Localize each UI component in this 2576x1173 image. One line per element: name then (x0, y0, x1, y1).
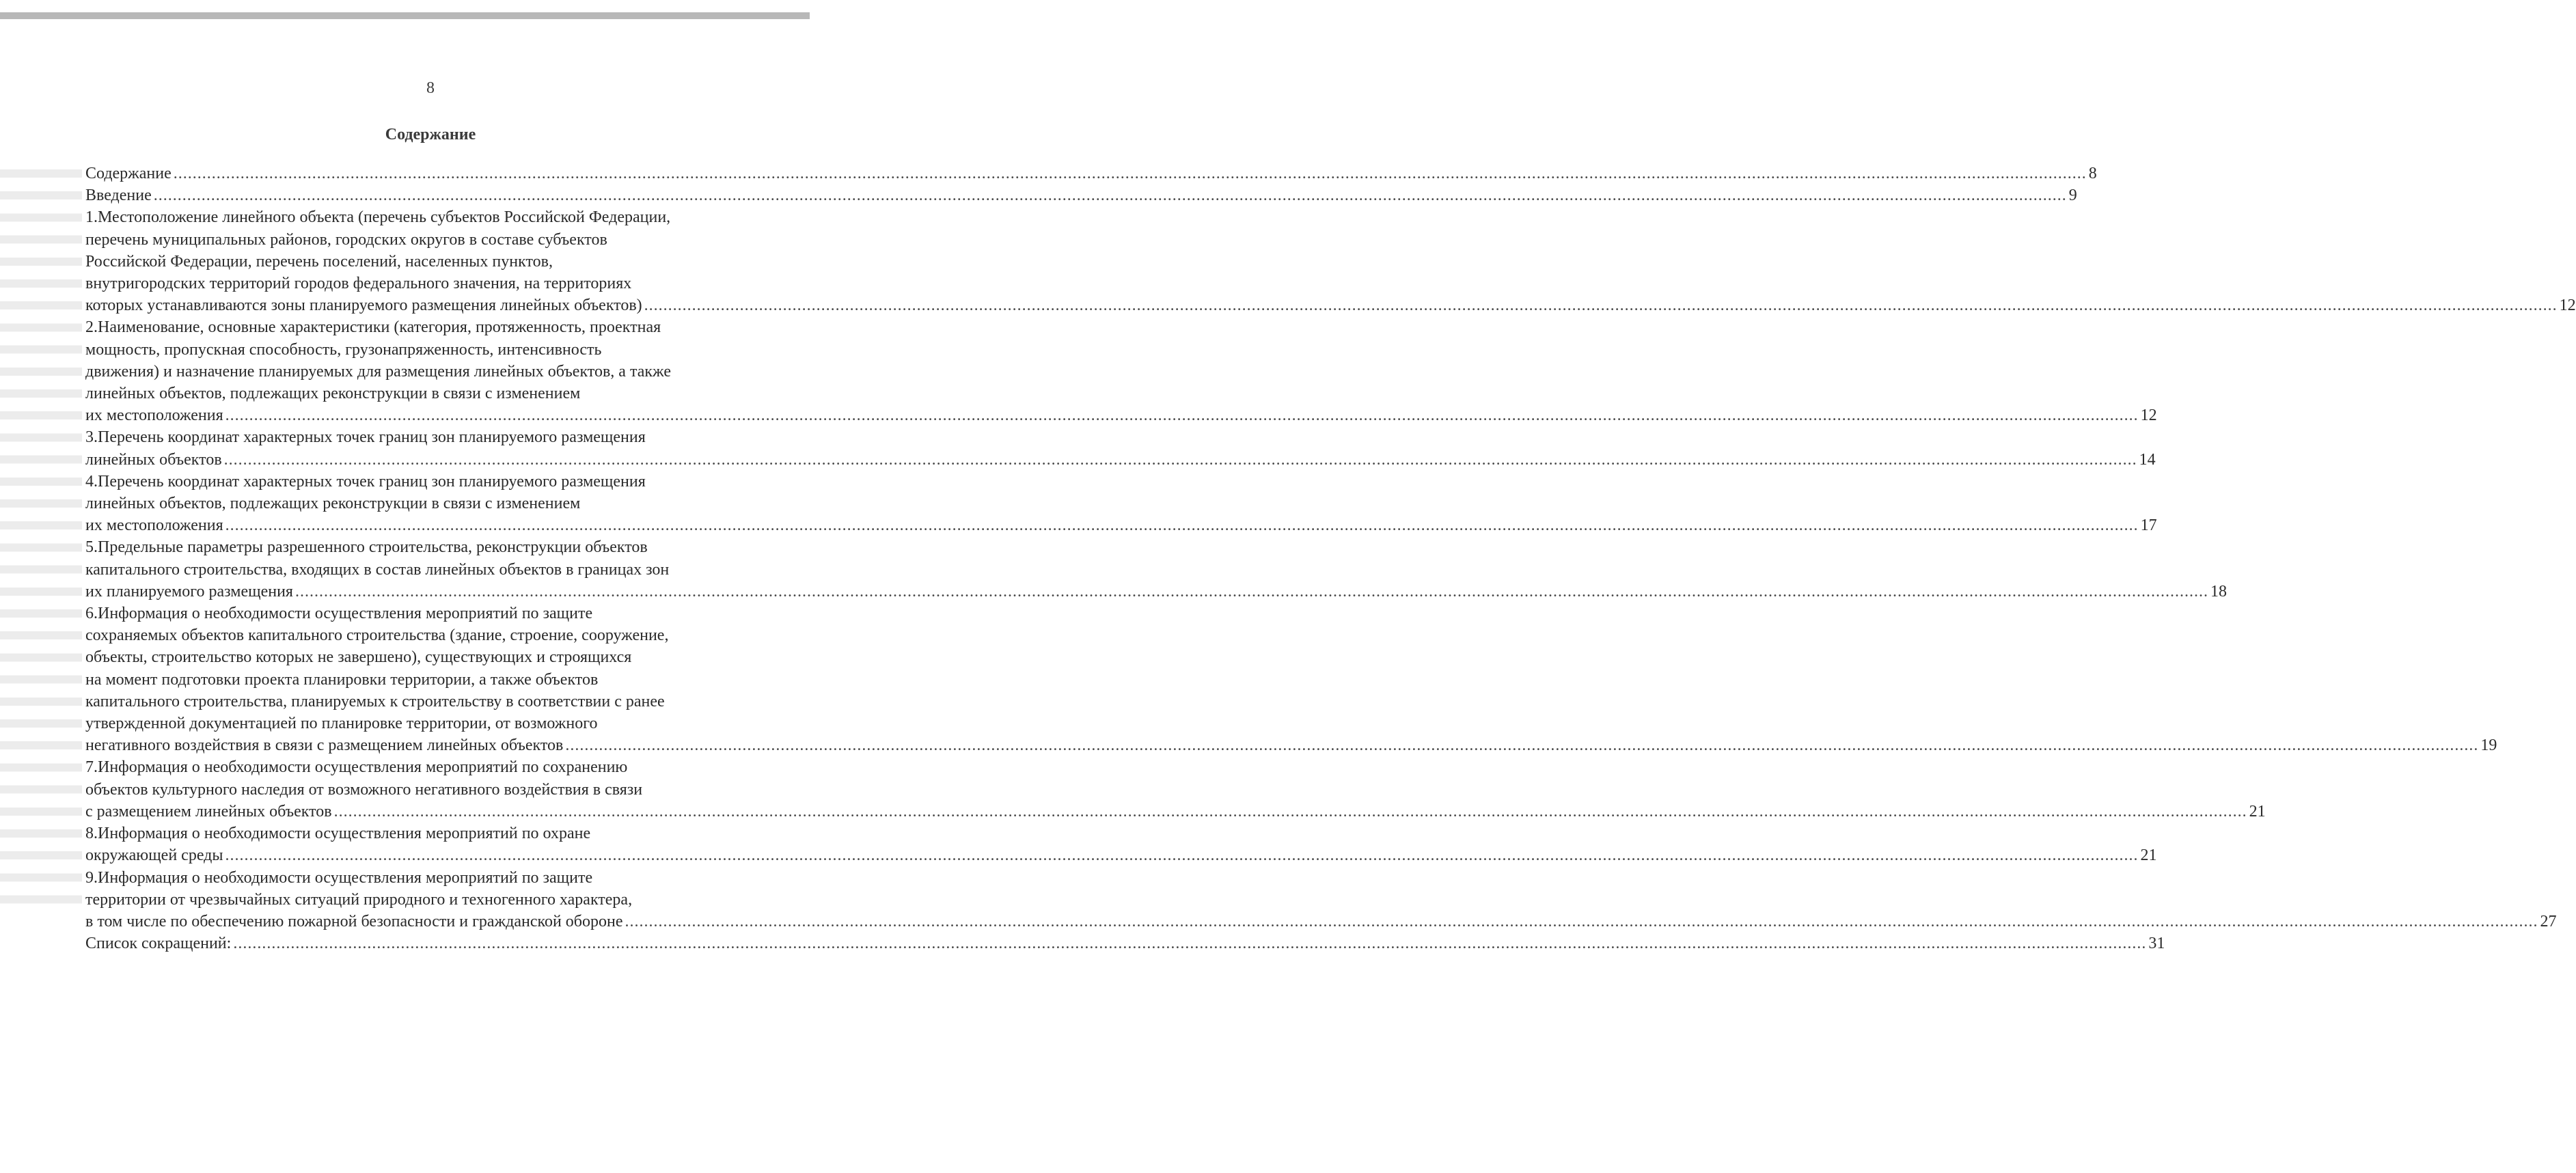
toc-entry-line: внутригородских территорий городов федерального значения, на территориях (85, 275, 632, 293)
toc-entry[interactable] (85, 867, 2557, 933)
toc-title: Содержание (385, 126, 476, 143)
toc-entry-line: 5.Предельные параметры разрешенного строительства, реконструкции объектов (85, 538, 648, 557)
toc-entry-last-line (85, 844, 2157, 866)
toc-page-number: 18 (2210, 582, 2227, 601)
toc-entry-line: капитального строительства, планируемых к строительству в соответствии с ранее (85, 692, 665, 710)
toc-entry-line: объекты, строительство которых не завершено), существующих и строящихся (85, 648, 632, 667)
toc-entry-text: негативного воздействия в связи с размещением линейных объектов (85, 736, 564, 755)
dot-leader: ................................................................................................................................................................................................................................................................................................................................................................................................................ (233, 935, 2147, 953)
toc-entry-text: их местоположения (85, 406, 223, 425)
toc-page-number: 17 (2140, 516, 2157, 535)
toc-entry-line: объектов культурного наследия от возможного негативного воздействия в связи (85, 780, 643, 799)
toc-entry-text: Список сокращений: (85, 935, 232, 953)
toc-entry-last-line (85, 449, 2156, 471)
toc-entry-line: 9.Информация о необходимости осуществления мероприятий по защите (85, 868, 593, 887)
toc-entry-line: территории от чрезвычайных ситуаций природного и техногенного характера, (85, 890, 633, 909)
toc-entry-line: 7.Информация о необходимости осуществления мероприятий по сохранению (85, 758, 628, 777)
toc-entry-text: их планируемого размещения (85, 582, 293, 601)
toc-entry-line: капитального строительства, входящих в состав линейных объектов в границах зон (85, 560, 670, 579)
toc-page-number: 12 (2559, 296, 2576, 315)
toc-entry-last-line (85, 911, 2557, 933)
dot-leader: ................................................................................................................................................................................................................................................................................................................................................................................................................ (294, 582, 2208, 601)
toc-page-number: 12 (2140, 406, 2157, 425)
toc-entry-last-line (85, 184, 2077, 206)
toc-entry-line: утвержденной документацией по планировке территории, от возможного (85, 715, 598, 733)
scan-top-edge (0, 12, 810, 19)
toc-entry[interactable] (85, 316, 2157, 426)
toc-entry-line: Российской Федерации, перечень поселений, населенных пунктов, (85, 252, 553, 271)
toc-entry[interactable] (85, 206, 2576, 316)
toc-entry[interactable] (85, 823, 2157, 866)
toc-entry-last-line (85, 581, 2227, 603)
toc-entry-line: 1.Местоположение линейного объекта (перечень субъектов Российской Федерации, (85, 208, 671, 227)
toc-entry-text: Введение (85, 187, 152, 205)
toc-entry-text: их местоположения (85, 516, 223, 535)
toc-entry-line: мощность, пропускная способность, грузонапряженность, интенсивность (85, 340, 602, 359)
bleed-through-text (0, 163, 82, 914)
toc-entry-line: сохраняемых объектов капитального строительства (здание, строение, сооружение, (85, 626, 669, 645)
toc-page-number: 19 (2480, 736, 2497, 755)
dot-leader: ................................................................................................................................................................................................................................................................................................................................................................................................................ (153, 187, 2067, 205)
toc-entry-line: на момент подготовки проекта планировки территории, а также объектов (85, 670, 599, 689)
toc-entry-line: 2.Наименование, основные характеристики (категория, протяженность, проектная (85, 318, 661, 337)
toc-entry[interactable] (85, 536, 2227, 603)
toc-entry-line: 6.Информация о необходимости осуществления мероприятий по защите (85, 605, 593, 623)
page-number: 8 (426, 79, 435, 97)
dot-leader: ................................................................................................................................................................................................................................................................................................................................................................................................................ (173, 165, 2087, 182)
dot-leader: ................................................................................................................................................................................................................................................................................................................................................................................................................ (225, 516, 2139, 535)
toc-entry-last-line (85, 404, 2157, 426)
toc-page-number: 8 (2088, 165, 2097, 182)
toc-page-number: 27 (2540, 912, 2557, 930)
toc-entry-line: 4.Перечень координат характерных точек границ зон планируемого размещения (85, 472, 646, 491)
toc-entry[interactable] (85, 603, 2497, 756)
toc-entry-line: 3.Перечень координат характерных точек границ зон планируемого размещения (85, 428, 646, 447)
toc-entry[interactable] (85, 756, 2266, 823)
dot-leader: ................................................................................................................................................................................................................................................................................................................................................................................................................ (225, 846, 2139, 865)
toc-entry-text: с размещением линейных объектов (85, 802, 332, 820)
toc-entry-text: которых устанавливаются зоны планируемого размещения линейных объектов) (85, 296, 642, 315)
toc-entry-last-line (85, 514, 2157, 536)
toc-page-number: 21 (2249, 802, 2266, 820)
dot-leader: ................................................................................................................................................................................................................................................................................................................................................................................................................ (625, 912, 2538, 930)
toc-entry-line: перечень муниципальных районов, городских округов в составе субъектов (85, 230, 607, 249)
toc-entry[interactable] (85, 184, 2077, 206)
toc-entry-line: линейных объектов, подлежащих реконструкции в связи с изменением (85, 495, 581, 513)
dot-leader: ................................................................................................................................................................................................................................................................................................................................................................................................................ (565, 736, 2479, 755)
toc-entry-text: Содержание (85, 165, 172, 182)
dot-leader: ................................................................................................................................................................................................................................................................................................................................................................................................................ (644, 296, 2558, 315)
toc-entry-last-line (85, 933, 2165, 954)
toc-entry-text: линейных объектов (85, 450, 222, 469)
dot-leader: ................................................................................................................................................................................................................................................................................................................................................................................................................ (225, 406, 2139, 425)
toc-entry[interactable] (85, 163, 2097, 184)
toc-entry-line: линейных объектов, подлежащих реконструкции в связи с изменением (85, 385, 581, 403)
toc-entry[interactable] (85, 933, 2165, 954)
toc-entry-last-line (85, 734, 2497, 756)
toc-page-number: 21 (2140, 846, 2157, 865)
toc-entry-last-line (85, 294, 2576, 316)
toc-entry-text: в том числе по обеспечению пожарной безопасности и гражданской обороне (85, 912, 623, 930)
table-of-contents (85, 163, 2576, 954)
toc-entry[interactable] (85, 426, 2156, 470)
toc-entry-text: окружающей среды (85, 846, 223, 865)
dot-leader: ................................................................................................................................................................................................................................................................................................................................................................................................................ (333, 802, 2247, 820)
toc-entry-line: 8.Информация о необходимости осуществления мероприятий по охране (85, 825, 591, 843)
dot-leader: ................................................................................................................................................................................................................................................................................................................................................................................................................ (223, 450, 2137, 469)
toc-page-number: 9 (2068, 187, 2077, 205)
toc-entry[interactable] (85, 471, 2157, 537)
toc-entry-last-line (85, 801, 2266, 823)
toc-entry-last-line (85, 163, 2097, 184)
toc-entry-line: движения) и назначение планируемых для размещения линейных объектов, а также (85, 362, 671, 381)
toc-page-number: 14 (2139, 450, 2156, 469)
toc-page-number: 31 (2148, 935, 2165, 953)
